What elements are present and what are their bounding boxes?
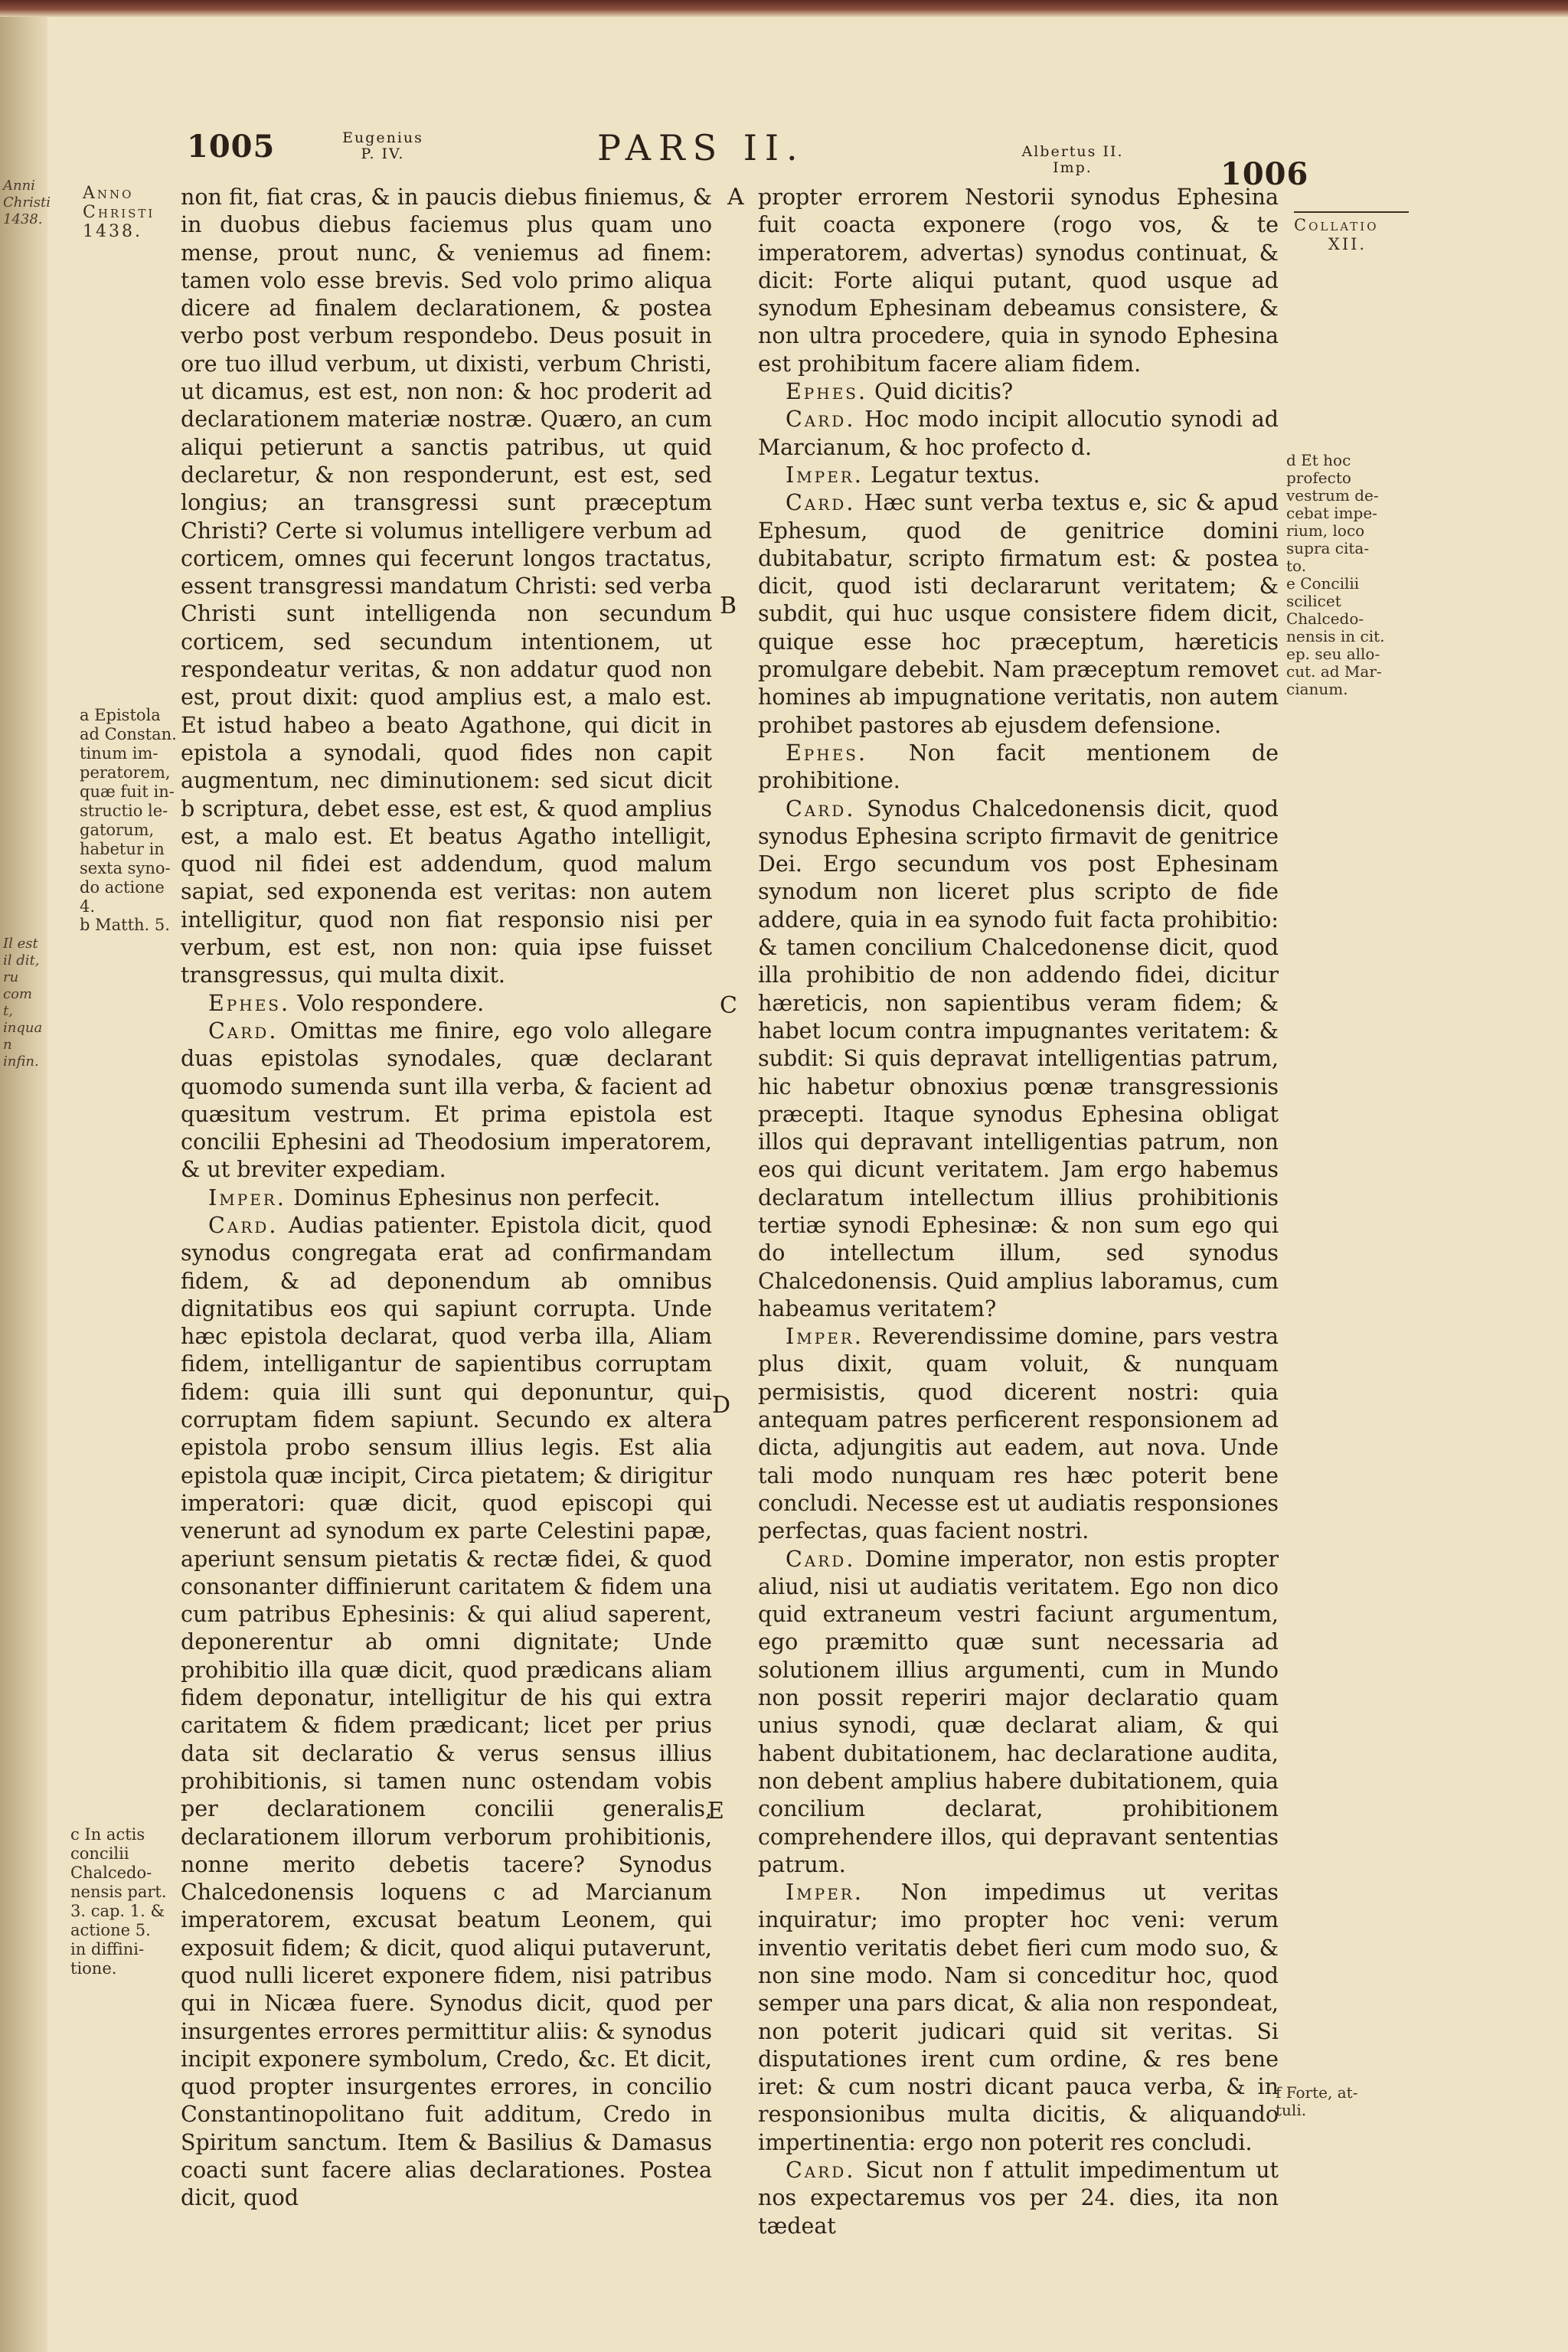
collatio-rule (1294, 211, 1409, 213)
speaker-label: Imper. (208, 1184, 286, 1210)
paragraph: Card. Synodus Chalcedonensis dicit, quod synodus Ephesina scripto firmavit de genitrice Dei. Ergo secundum vos post Ephesinam synodum non liceret plus scripto de fide addere, quia in ea synodo fuit facta prohibitio: & tamen concilium Chalcedonense dicit, quod illa prohibitio de non addendo fidei, dicitur hæreticis, non sapientibus veram fidem; & habet locum contra impugnantes veritatem: & subdit: Si quis depravat intelligentias patrum, hic habetur obnoxius pœnæ transgressionis præcepti. Itaque synodus Ephesina obligat illos qui depravant intelligentias patrum, non eos qui dicunt veritatem. Jam ergo habemus declaratum intellectum illius prohibitionis tertiæ synodi Ephesinæ: & non sum ego qui do intellectum illum, sed synodus Chalcedonensis. Quid amplius laboramus, cum habeamus veritatem? (758, 795, 1279, 1321)
page-title: PARS II. (597, 127, 805, 168)
paragraph: Card. Hæc sunt verba textus e, sic & apud Ephesum, quod de genitrice domini dubitabatur, scripto firmatum est: & postea dicit, quod isti declararunt veritatem; & subdit, qui huc usque consistere fidem dicit, quique esse hoc præceptum, hæreticis promulgare debebit. Nam præceptum removet homines ab impugnatione veritatis, non autem prohibet pastores ab ejusdem defensione. (758, 490, 1279, 738)
speaker-label: Card. (786, 490, 856, 516)
running-header (0, 122, 1568, 192)
paragraph: Card. Domine imperator, non estis propter aliud, nisi ut audiatis veritatem. Ego non dico quid extraneum vestri faciunt argumentum, ego præmitto quæ sunt necessaria ad solutionem illius argumenti, cum in Mundo non possit reperiri major declaratio quam unius synodi, quæ declarat aliam, & qui habent dubitationem, hac declaratione audita, non debent amplius habere dubitationem, quia concilium declarat, prohibitionem comprehendere illos, qui depravant sententias patrum. (758, 1546, 1279, 1877)
section-letter-d: D (712, 1392, 731, 1419)
paragraph: Card. Audias patienter. Epistola dicit, quod synodus congregata erat ad confirmandam fidem, & ad deponendum ab omnibus dignitatibus eos qui sapiunt corrupta. Unde hæc epistola declarat, quod verba illa, Aliam fidem, intelligantur de sapientibus corruptam fidem: quia illi sunt qui deponuntur, qui corruptam fidem sapiunt. Secundo ex altera epistola probo sensum illius legis. Est alia epistola quæ incipit, Circa pietatem; & dirigitur imperatori: quæ dicit, quod episcopi qui venerunt ad synodum ex parte Celestini papæ, aperiunt sensum pietatis & rectæ fidei, & quod consonanter diffinierunt caritatem & fidem una cum patribus Ephesinis: & qui aliud saperent, deponerentur ab omni dignitate; Unde prohibitio illa quæ dicit, quod prædicans aliam fidem deponatur, intelligitur de his qui extra caritatem & fidem prædicant; licet per prius data sit declaratio & verus sensus illius prohibitionis, si tamen nunc ostendam vobis per declarationem concilii generalis, declarationem illorum verborum prohibitionis, nonne merito debetis tacere? Synodus Chalcedonensis loquens c ad Marcianum imperatorem, excusat beatum Leonem, qui exposuit fidem; & dicit, quod aliqui putaverunt, quod nulli liceret exponere fidem, nisi patribus qui in Nicæa fuere. Synodus dicit, quod per insurgentes errores permittitur aliis: & synodus incipit exponere symbolum, Credo, &c. Et dicit, quod propter insurgentes errores, in concilio Constantinopolitano fuit additum, Credo in Spiritum sanctum. Item & Basilius & Damasus coacti sunt facere alias declarationes. Postea dicit, quod (181, 1212, 712, 2211)
page-gutter (0, 0, 51, 2352)
speaker-label: Ephes. (208, 990, 291, 1016)
paragraph: Imper. Dominus Ephesinus non perfecit. (208, 1184, 661, 1210)
speaker-label: Card. (786, 1546, 856, 1572)
right-text-column (758, 184, 1279, 2239)
margin-note-a: a Epistola ad Constan. tinum im- peratorem, quæ fuit in- structio le- gatorum, habetur in sexta syno- do actione 4. (80, 706, 177, 916)
year-margin-note: Anno Christi 1438. (83, 184, 155, 241)
paragraph: Card. Sicut non f attulit impedimentum ut nos expectaremus vos per 24. dies, ita non tædeat (758, 2158, 1279, 2239)
section-letter-e: E (707, 1798, 724, 1824)
left-running-head: Eugenius P. IV. (342, 129, 423, 162)
speaker-label: Card. (786, 2158, 856, 2184)
paragraph: Imper. Reverendissime domine, pars vestra plus dixit, quam voluit, & nunquam permisistis, quod dicerent nostri: quia antequam patres perficerent responsionem ad dicta, adjungitis aut eadem, aut nova. Unde tali modo nunquam res hæc poterit bene concludi. Necesse est ut audiatis responsiones perfectas, quas facient nostri. (758, 1324, 1279, 1544)
section-letter-b: B (720, 593, 737, 619)
paragraph: Imper. Legatur textus. (786, 462, 1040, 488)
speaker-label: Ephes. (786, 740, 868, 766)
book-top-edge (0, 0, 1568, 17)
paragraph: non fit, fiat cras, & in paucis diebus finiemus, & in duobus diebus faciemus plus quam uno mense, prout nunc, & veniemus ad finem: tamen volo esse brevis. Sed volo primo aliqua dicere ad finalem declarationem, & postea verbo post verbum respondebo. Deus posuit in ore tuo illud verbum, ut dixisti, verbum Christi, ut dicamus, est est, non non: & hoc proderit ad declarationem materiæ nostræ. Quæro, an cum aliqui petierunt a sanctis patribus, ut quid declaretur, & non responderunt, est est, sed longius; an transgressi sunt præceptum Christi? Certe si volumus intelligere verbum ad corticem, omnes qui fecerunt longos tractatus, essent transgressi mandatum Christi: sed verba Christi sunt intelligenda non secundum corticem, sed secundum intentionem, ut respondeatur veritas, & non addatur quod non est, prout dixit: quod amplius est, a malo est. Et istud habeo a beato Agathone, qui dicit in epistola a synodali, quod fides non capit augmentum, nec diminutionem: sed sicut dicit b scriptura, debet esse, est est, & quod amplius est, a malo est. Et beatus Agatho intelligit, quod nil fidei est addendum, quod malum sapiat, sed exponenda est veritas: non autem intelligitur, quod non fiat responsio nisi per verbum, est est, non non: quia ipse fuisset transgressus, qui multa dixit. (181, 185, 712, 988)
left-page-number: 1005 (187, 129, 276, 165)
paragraph: Card. Hoc modo incipit allocutio synodi ad Marcianum, & hoc profecto d. (758, 407, 1279, 460)
speaker-label: Card. (786, 795, 856, 822)
left-text-column (181, 184, 713, 2211)
paragraph: Card. Omittas me finire, ego volo allegare duas epistolas synodales, quæ declarant quomodo sumenda sunt illa verba, & facient ad quæsitum vestrum. Et prima epistola est concilii Ephesini ad Theodosium imperatorem, & ut breviter expediam. (181, 1018, 713, 1183)
paragraph: Ephes. Volo respondere. (208, 990, 485, 1016)
prev-page-note: Il est il dit, ru com t, inqua n infin. (3, 936, 43, 1070)
paragraph: Imper. Non impedimus ut veritas inquiratur; imo propter hoc veni: verum inventio veritatis debet fieri cum modo suo, & non sine modo. Nam si conceditur hoc, quod semper una pars dicat, & alia non respondeat, non poterit judicari quid sit veritas. Si disputationes irent cum ordine, & res bene iret: & cum nostri dicant pauca verba, & in responsionibus multa dicitis, & aliquando impertinentia: ergo non poterit res concludi. (758, 1880, 1279, 2155)
speaker-label: Card. (208, 1018, 279, 1044)
speaker-label: Imper. (786, 1324, 864, 1350)
section-letter-c: C (720, 992, 737, 1019)
speaker-label: Card. (786, 407, 856, 433)
margin-note-c: c In actis concilii Chalcedo- nensis part. 3. cap. 1. & actione 5. in diffini- tione. (70, 1825, 167, 1978)
speaker-label: Imper. (786, 462, 864, 488)
speaker-label: Ephes. (786, 379, 868, 405)
paragraph: Ephes. Quid dicitis? (786, 379, 1014, 405)
margin-note-b: b Matth. 5. (80, 916, 170, 934)
margin-note-d: d Et hoc profecto vestrum de- cebat impe- rium, loco supra cita- to. e Concilii scilicet Chalcedo- nensis in cit. ep. seu allo- cut. ad Mar- cianum. (1286, 451, 1385, 698)
speaker-label: Imper. (786, 1880, 864, 1906)
speaker-label: Card. (208, 1212, 279, 1238)
paragraph: propter errorem Nestorii synodus Ephesina fuit coacta exponere (rogo vos, & te imperatorem, advertas) synodus continuat, & dicit: Forte aliqui putant, quod usque ad synodum Ephesinam debeamus consistere, & non ultra procedere, quia in synodo Ephesina est prohibitum facere aliam fidem. (758, 185, 1279, 377)
right-running-head: Albertus II. Imp. (1021, 143, 1124, 176)
collatio-note: Collatio XII. (1294, 216, 1379, 253)
section-letter-a: A (727, 184, 744, 211)
margin-note-f: f Forte, at- tuli. (1276, 2083, 1358, 2119)
paragraph: Ephes. Non facit mentionem de prohibitione. (758, 740, 1279, 794)
prev-page-year-note: Anni Christi 1438. (3, 178, 51, 227)
right-page-number: 1006 (1220, 156, 1309, 192)
